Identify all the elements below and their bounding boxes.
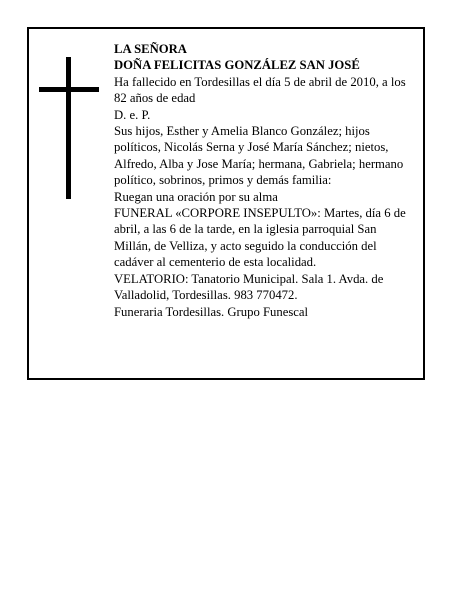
- notice-text: [114, 41, 416, 320]
- rip-text: D. e. P.: [114, 107, 151, 122]
- funeral-details: FUNERAL «CORPORE INSEPULTO»: Martes, día 6 de abril, a las 6 de la tarde, en la iglesia parroquial San Millán, de Velliza, y acto seguido la conducción del cadáver al cementerio de esta localidad.: [114, 206, 406, 270]
- deceased-name: DOÑA FELICITAS GONZÁLEZ SAN JOSÉ: [114, 58, 360, 73]
- heading-line-1: LA SEÑORA: [114, 42, 187, 56]
- prayer-request: Ruegan una oración por su alma: [114, 189, 278, 204]
- cross-vertical-bar: [66, 57, 71, 199]
- obituary-notice: [27, 27, 425, 380]
- cross-horizontal-bar: [39, 87, 99, 92]
- funeral-home: Funeraria Tordesillas. Grupo Funescal: [114, 304, 309, 319]
- velatorio-details: VELATORIO: Tanatorio Municipal. Sala 1. Avda. de Valladolid, Tordesillas. 983 770472.: [114, 271, 384, 303]
- death-info: Ha fallecido en Tordesillas el día 5 de abril de 2010, a los 82 años de edad: [114, 74, 406, 106]
- family-list: Sus hijos, Esther y Amelia Blanco González; hijos políticos, Nicolás Serna y José María Sánchez; nietos, Alfredo, Alba y Jose María; hermana, Gabriela; hermano político, sobrinos, primos y demás familia:: [114, 124, 404, 188]
